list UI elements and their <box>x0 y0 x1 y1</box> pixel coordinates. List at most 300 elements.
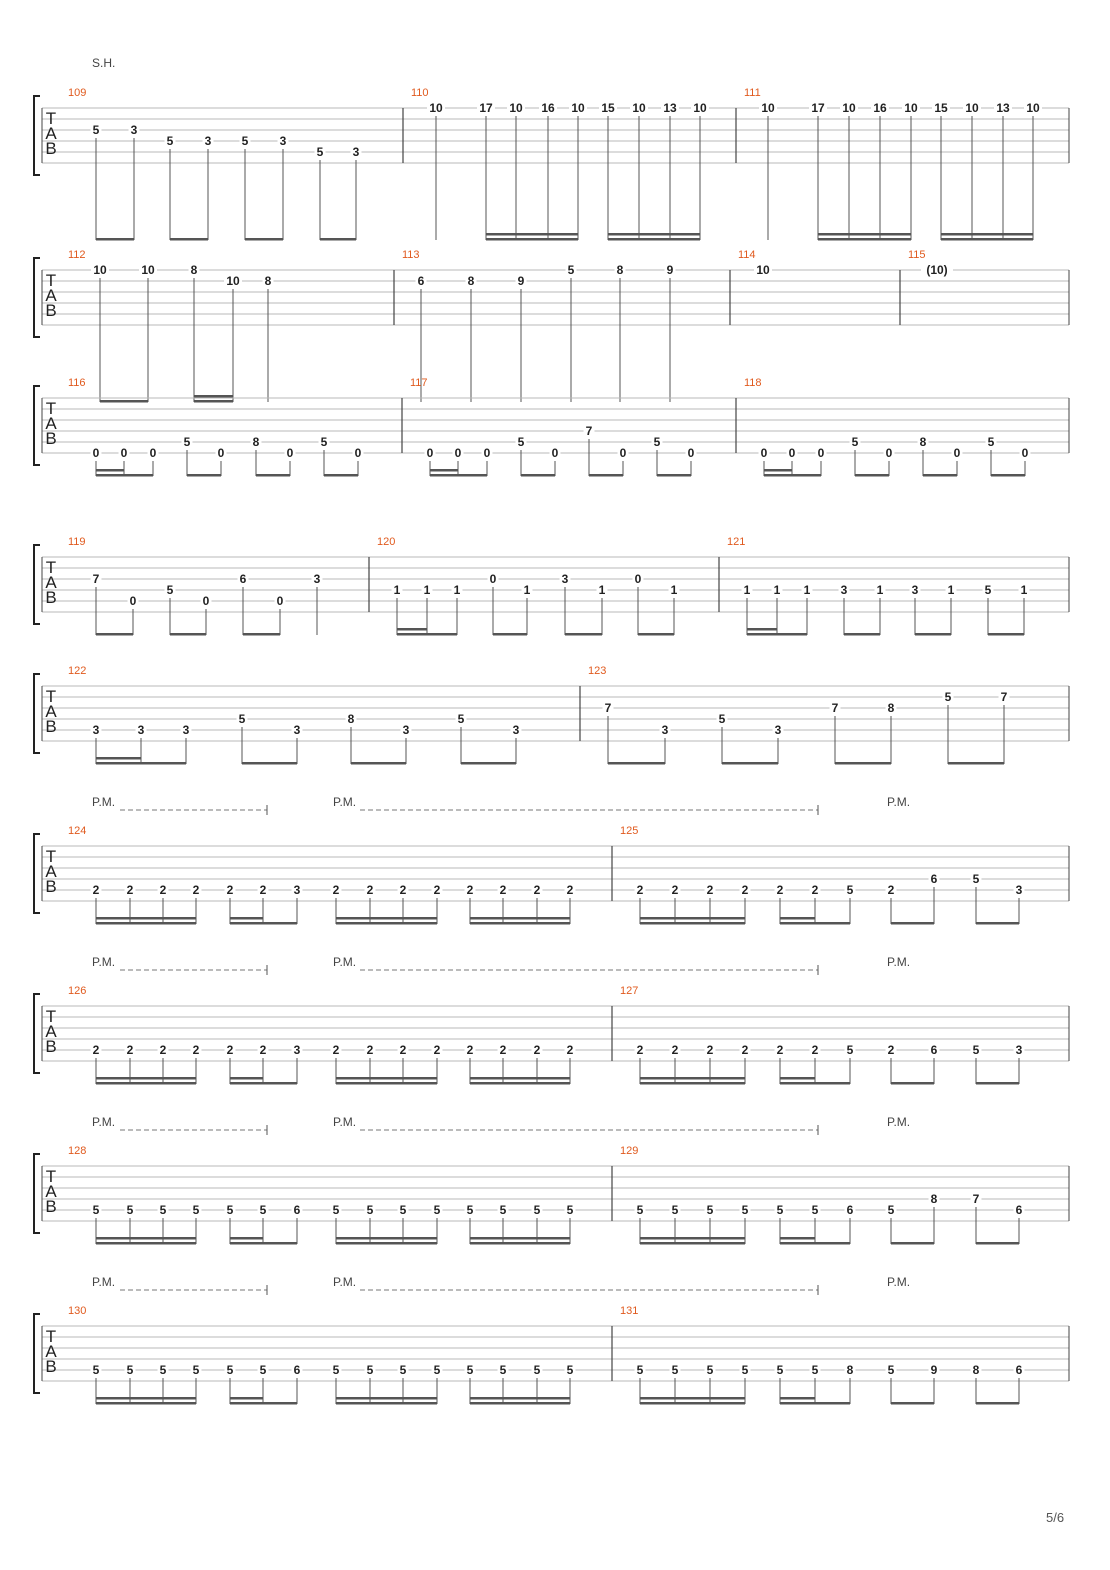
fret-number: 2 <box>259 883 267 897</box>
note-beam <box>493 633 527 636</box>
fret-number: 3 <box>911 583 919 597</box>
tab-clef-letter: B <box>45 588 57 607</box>
note-beam <box>100 400 148 403</box>
measure-number: 124 <box>68 825 87 837</box>
fret-number: 0 <box>286 446 294 460</box>
fret-number: 3 <box>561 572 569 586</box>
note-beam <box>336 1237 437 1240</box>
tab-clef-letter: A <box>45 1182 57 1201</box>
tab-clef-letter: T <box>45 109 57 128</box>
fret-number: 5 <box>499 1203 507 1217</box>
fret-number: 5 <box>259 1203 267 1217</box>
fret-number: 8 <box>616 263 624 277</box>
fret-number: 2 <box>706 1043 714 1057</box>
note-beam <box>991 474 1025 477</box>
tab-clef-letter: A <box>45 1022 57 1041</box>
note-beam <box>96 1397 196 1400</box>
palm-mute-mark: P.M. <box>887 955 911 969</box>
fret-number: 3 <box>1015 1043 1023 1057</box>
tab-system-9 <box>34 1275 1069 1405</box>
fret-number: 2 <box>811 1043 819 1057</box>
measure-number: 109 <box>68 87 87 99</box>
fret-number: 5 <box>741 1363 749 1377</box>
fret-number: 7 <box>1000 690 1008 704</box>
fret-number: 10 <box>1026 101 1040 115</box>
tab-system-8 <box>34 1115 1069 1245</box>
note-beam <box>891 1402 934 1405</box>
note-beam <box>486 238 578 241</box>
fret-number: 5 <box>636 1363 644 1377</box>
fret-number: 5 <box>192 1363 200 1377</box>
fret-number: 5 <box>718 712 726 726</box>
tab-clef-letter: B <box>45 717 57 736</box>
fret-number: 2 <box>887 883 895 897</box>
fret-number: 5 <box>741 1203 749 1217</box>
fret-number: 5 <box>567 263 575 277</box>
measure-number: 113 <box>402 249 420 261</box>
fret-number: 3 <box>279 134 287 148</box>
fret-number: 8 <box>347 712 355 726</box>
note-beam <box>230 1077 263 1080</box>
fret-number: 2 <box>466 1043 474 1057</box>
note-beam <box>96 1082 196 1085</box>
fret-number: 2 <box>332 1043 340 1057</box>
note-beam <box>780 1397 815 1400</box>
fret-number: 2 <box>92 1043 100 1057</box>
fret-number: 5 <box>159 1203 167 1217</box>
note-beam <box>521 474 555 477</box>
note-beam <box>397 628 427 631</box>
fret-number: 9 <box>930 1363 938 1377</box>
fret-number: 1 <box>523 583 531 597</box>
fret-number: 6 <box>417 274 425 288</box>
note-beam <box>470 1077 570 1080</box>
note-beam <box>194 400 233 403</box>
fret-number: 1 <box>393 583 401 597</box>
note-beam <box>194 395 233 398</box>
fret-number: 2 <box>159 883 167 897</box>
note-beam <box>948 762 1004 765</box>
fret-number: 5 <box>192 1203 200 1217</box>
note-beam <box>430 474 487 477</box>
tab-system-3 <box>34 377 1069 477</box>
note-beam <box>320 238 356 241</box>
note-beam <box>780 1402 850 1405</box>
fret-number: 0 <box>120 446 128 460</box>
note-beam <box>640 1077 745 1080</box>
fret-number: 5 <box>366 1363 374 1377</box>
fret-number: 0 <box>129 594 137 608</box>
fret-number: 2 <box>533 1043 541 1057</box>
tab-clef-letter: B <box>45 429 57 448</box>
note-beam <box>818 233 911 236</box>
fret-number: 5 <box>653 435 661 449</box>
fret-number: (10) <box>926 263 948 277</box>
note-beam <box>470 1397 570 1400</box>
fret-number: 3 <box>293 723 301 737</box>
tab-clef-letter: B <box>45 877 57 896</box>
note-beam <box>245 238 283 241</box>
fret-number: 5 <box>92 123 100 137</box>
fret-number: 15 <box>934 101 948 115</box>
note-beam <box>242 762 297 765</box>
note-beam <box>891 1082 934 1085</box>
fret-number: 5 <box>706 1363 714 1377</box>
fret-number: 16 <box>873 101 887 115</box>
fret-number: 0 <box>202 594 210 608</box>
fret-number: 13 <box>996 101 1010 115</box>
fret-number: 0 <box>619 446 627 460</box>
fret-number: 0 <box>788 446 796 460</box>
note-beam <box>96 762 186 765</box>
fret-number: 8 <box>252 435 260 449</box>
fret-number: 2 <box>776 1043 784 1057</box>
system-bracket <box>34 1314 40 1393</box>
note-beam <box>230 1397 263 1400</box>
fret-number: 2 <box>499 1043 507 1057</box>
palm-mute-mark: P.M. <box>333 1115 357 1129</box>
fret-number: 3 <box>92 723 100 737</box>
fret-number: 2 <box>741 1043 749 1057</box>
note-beam <box>747 633 807 636</box>
fret-number: 2 <box>706 883 714 897</box>
fret-number: 3 <box>313 572 321 586</box>
note-beam <box>96 1242 196 1245</box>
fret-number: 3 <box>130 123 138 137</box>
fret-number: 2 <box>192 1043 200 1057</box>
fret-number: 0 <box>217 446 225 460</box>
tab-system-2 <box>34 249 1069 403</box>
fret-number: 10 <box>571 101 585 115</box>
note-beam <box>256 474 290 477</box>
palm-mute-mark: P.M. <box>333 955 357 969</box>
fret-number: 8 <box>930 1192 938 1206</box>
fret-number: 2 <box>741 883 749 897</box>
note-beam <box>764 469 792 472</box>
fret-number: 2 <box>366 1043 374 1057</box>
fret-number: 0 <box>885 446 893 460</box>
fret-number: 10 <box>756 263 770 277</box>
tab-clef-letter: T <box>45 1007 57 1026</box>
fret-number: 5 <box>466 1203 474 1217</box>
fret-number: 10 <box>509 101 523 115</box>
fret-number: 5 <box>399 1203 407 1217</box>
fret-number: 5 <box>316 145 324 159</box>
fret-number: 5 <box>159 1363 167 1377</box>
note-beam <box>96 469 124 472</box>
system-bracket <box>34 258 40 337</box>
fret-number: 1 <box>803 583 811 597</box>
fret-number: 10 <box>226 274 240 288</box>
fret-number: 2 <box>887 1043 895 1057</box>
tab-clef-letter: B <box>45 1357 57 1376</box>
measure-number: 128 <box>68 1145 87 1157</box>
note-beam <box>230 1402 297 1405</box>
fret-number: 2 <box>671 883 679 897</box>
fret-number: 1 <box>670 583 678 597</box>
fret-number: 9 <box>666 263 674 277</box>
note-beam <box>336 1082 437 1085</box>
note-beam <box>470 1242 570 1245</box>
note-beam <box>470 1237 570 1240</box>
fret-number: 6 <box>1015 1203 1023 1217</box>
slide-harmonic-mark: S.H. <box>92 56 116 70</box>
fret-number: 13 <box>663 101 677 115</box>
fret-number: 5 <box>433 1363 441 1377</box>
tab-clef-letter: T <box>45 1327 57 1346</box>
tab-system-4 <box>34 536 1069 636</box>
tab-clef-letter: B <box>45 1197 57 1216</box>
fret-number: 2 <box>226 1043 234 1057</box>
fret-number: 2 <box>399 883 407 897</box>
tab-clef-letter: B <box>45 1037 57 1056</box>
note-beam <box>96 238 134 241</box>
fret-number: 0 <box>426 446 434 460</box>
fret-number: 10 <box>632 101 646 115</box>
note-beam <box>565 633 602 636</box>
fret-number: 5 <box>776 1203 784 1217</box>
note-beam <box>486 233 578 236</box>
fret-number: 3 <box>293 883 301 897</box>
note-beam <box>640 1402 745 1405</box>
fret-number: 10 <box>904 101 918 115</box>
tab-system-5 <box>34 665 1069 765</box>
fret-number: 2 <box>126 883 134 897</box>
measure-number: 116 <box>68 377 86 389</box>
fret-number: 5 <box>851 435 859 449</box>
fret-number: 2 <box>671 1043 679 1057</box>
fret-number: 0 <box>483 446 491 460</box>
fret-number: 2 <box>159 1043 167 1057</box>
note-beam <box>844 633 880 636</box>
note-beam <box>336 1397 437 1400</box>
fret-number: 0 <box>687 446 695 460</box>
fret-number: 5 <box>241 134 249 148</box>
note-beam <box>941 233 1033 236</box>
fret-number: 5 <box>811 1203 819 1217</box>
fret-number: 5 <box>566 1203 574 1217</box>
fret-number: 2 <box>466 883 474 897</box>
fret-number: 6 <box>293 1363 301 1377</box>
fret-number: 8 <box>467 274 475 288</box>
fret-number: 3 <box>204 134 212 148</box>
fret-number: 2 <box>433 1043 441 1057</box>
note-beam <box>230 917 263 920</box>
fret-number: 1 <box>773 583 781 597</box>
note-beam <box>640 1082 745 1085</box>
note-beam <box>780 1082 850 1085</box>
note-beam <box>780 917 815 920</box>
tab-clef-letter: B <box>45 301 57 320</box>
fret-number: 5 <box>671 1363 679 1377</box>
fret-number: 0 <box>1021 446 1029 460</box>
fret-number: 5 <box>226 1363 234 1377</box>
fret-number: 5 <box>183 435 191 449</box>
palm-mute-mark: P.M. <box>333 795 357 809</box>
measure-number: 129 <box>620 1145 639 1157</box>
note-beam <box>976 1402 1019 1405</box>
fret-number: 3 <box>774 723 782 737</box>
palm-mute-mark: P.M. <box>333 1275 357 1289</box>
page-number: 5/6 <box>1046 1510 1065 1525</box>
fret-number: 2 <box>192 883 200 897</box>
fret-number: 2 <box>636 1043 644 1057</box>
tab-clef-letter: A <box>45 573 57 592</box>
fret-number: 1 <box>453 583 461 597</box>
note-beam <box>915 633 951 636</box>
tab-clef-letter: A <box>45 414 57 433</box>
fret-number: 2 <box>776 883 784 897</box>
fret-number: 5 <box>944 690 952 704</box>
fret-number: 0 <box>551 446 559 460</box>
note-beam <box>336 1242 437 1245</box>
fret-number: 5 <box>972 1043 980 1057</box>
fret-number: 5 <box>226 1203 234 1217</box>
note-beam <box>470 1402 570 1405</box>
note-beam <box>324 474 358 477</box>
fret-number: 5 <box>671 1203 679 1217</box>
fret-number: 8 <box>919 435 927 449</box>
note-beam <box>608 233 700 236</box>
measure-number: 131 <box>620 1305 639 1317</box>
fret-number: 0 <box>817 446 825 460</box>
fret-number: 10 <box>842 101 856 115</box>
system-bracket <box>34 994 40 1073</box>
palm-mute-mark: P.M. <box>92 1115 116 1129</box>
note-beam <box>855 474 889 477</box>
fret-number: 2 <box>499 883 507 897</box>
note-beam <box>818 238 911 241</box>
fret-number: 0 <box>760 446 768 460</box>
fret-number: 5 <box>706 1203 714 1217</box>
fret-number: 5 <box>499 1363 507 1377</box>
tab-clef-letter: T <box>45 847 57 866</box>
fret-number: 1 <box>743 583 751 597</box>
note-beam <box>430 469 458 472</box>
fret-number: 5 <box>846 1043 854 1057</box>
tab-clef-letter: A <box>45 286 57 305</box>
fret-number: 0 <box>149 446 157 460</box>
note-beam <box>976 922 1019 925</box>
fret-number: 5 <box>811 1363 819 1377</box>
note-beam <box>640 1237 745 1240</box>
fret-number: 5 <box>166 583 174 597</box>
fret-number: 10 <box>93 263 107 277</box>
note-beam <box>96 633 133 636</box>
note-beam <box>96 474 153 477</box>
note-beam <box>891 922 934 925</box>
fret-number: 0 <box>92 446 100 460</box>
note-beam <box>461 762 516 765</box>
fret-number: 5 <box>987 435 995 449</box>
measure-number: 130 <box>68 1305 87 1317</box>
fret-number: 2 <box>636 883 644 897</box>
measure-number: 111 <box>744 87 761 99</box>
fret-number: 8 <box>264 274 272 288</box>
note-beam <box>470 922 570 925</box>
measure-number: 119 <box>68 536 86 548</box>
fret-number: 0 <box>634 572 642 586</box>
fret-number: 5 <box>517 435 525 449</box>
tab-clef-letter: T <box>45 1167 57 1186</box>
note-beam <box>470 1082 570 1085</box>
palm-mute-mark: P.M. <box>92 1275 116 1289</box>
fret-number: 5 <box>320 435 328 449</box>
fret-number: 7 <box>831 701 839 715</box>
note-beam <box>243 633 280 636</box>
fret-number: 6 <box>293 1203 301 1217</box>
fret-number: 7 <box>972 1192 980 1206</box>
fret-number: 6 <box>930 1043 938 1057</box>
note-beam <box>640 922 745 925</box>
note-beam <box>780 922 850 925</box>
system-bracket <box>34 386 40 465</box>
note-beam <box>96 1402 196 1405</box>
note-beam <box>170 633 206 636</box>
note-beam <box>988 633 1024 636</box>
note-beam <box>96 1237 196 1240</box>
note-beam <box>187 474 221 477</box>
fret-number: 7 <box>585 424 593 438</box>
fret-number: 6 <box>930 872 938 886</box>
system-bracket <box>34 545 40 624</box>
fret-number: 8 <box>846 1363 854 1377</box>
note-beam <box>230 1082 297 1085</box>
fret-number: 1 <box>1020 583 1028 597</box>
measure-number: 115 <box>908 249 926 261</box>
fret-number: 0 <box>354 446 362 460</box>
note-beam <box>780 1237 815 1240</box>
fret-number: 0 <box>454 446 462 460</box>
tab-clef-letter: A <box>45 702 57 721</box>
fret-number: 2 <box>92 883 100 897</box>
fret-number: 1 <box>598 583 606 597</box>
tab-clef-letter: T <box>45 399 57 418</box>
note-beam <box>923 474 957 477</box>
fret-number: 5 <box>566 1363 574 1377</box>
fret-number: 5 <box>887 1203 895 1217</box>
note-beam <box>230 922 297 925</box>
note-beam <box>608 238 700 241</box>
note-beam <box>96 1077 196 1080</box>
fret-number: 10 <box>965 101 979 115</box>
fret-number: 2 <box>566 883 574 897</box>
note-beam <box>747 628 777 631</box>
fret-number: 7 <box>92 572 100 586</box>
fret-number: 3 <box>137 723 145 737</box>
fret-number: 5 <box>92 1363 100 1377</box>
system-bracket <box>34 834 40 913</box>
note-beam <box>764 474 821 477</box>
fret-number: 2 <box>433 883 441 897</box>
fret-number: 15 <box>601 101 615 115</box>
measure-number: 117 <box>410 377 428 389</box>
note-beam <box>640 1397 745 1400</box>
note-beam <box>891 1242 934 1245</box>
note-beam <box>976 1242 1019 1245</box>
fret-number: 5 <box>126 1363 134 1377</box>
fret-number: 3 <box>661 723 669 737</box>
fret-number: 5 <box>332 1363 340 1377</box>
system-bracket <box>34 96 40 175</box>
fret-number: 8 <box>887 701 895 715</box>
fret-number: 1 <box>947 583 955 597</box>
note-beam <box>722 762 778 765</box>
fret-number: 3 <box>293 1043 301 1057</box>
note-beam <box>640 917 745 920</box>
fret-number: 2 <box>566 1043 574 1057</box>
fret-number: 17 <box>811 101 825 115</box>
